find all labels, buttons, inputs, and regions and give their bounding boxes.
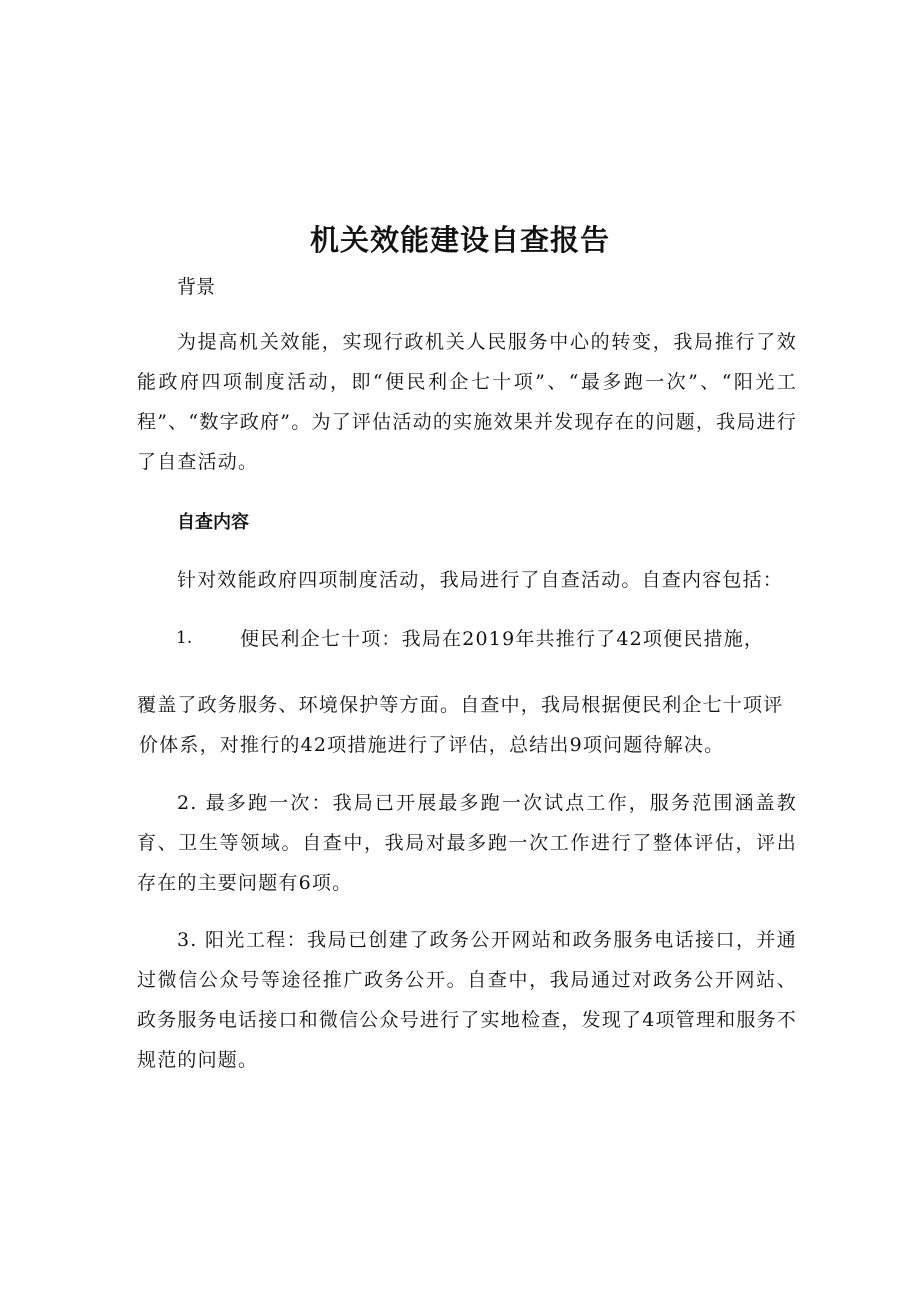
item1-first-line: 便民利企七十项：我局在2019年共推行了42项便民措施， <box>240 628 765 650</box>
item1-number: 1. <box>176 628 193 648</box>
document-title: 机关效能建设自查报告 <box>309 223 610 257</box>
item2-paragraph: 2. 最多跑一次：我局已开展最多跑一次试点工作，服务范围涵盖教育、卫生等领域。自查中，我局对最多跑一次工作进行了整体评估，评出存在的主要问题有6项。 <box>137 792 797 894</box>
item1-line-2: 覆盖了政务服务、环境保护等方面。自查中，我局根据便民利企七十项评 <box>137 694 784 716</box>
section-heading-content: 自查内容 <box>177 512 249 533</box>
item1-line-3: 价体系，对推行的42项措施进行了评估，总结出9项问题待解决。 <box>139 734 725 756</box>
item3-paragraph: 3. 阳光工程：我局已创建了政务公开网站和政务服务电话接口，并通过微信公众号等途径推广政务公开。自查中，我局通过对政务公开网站、政务服务电话接口和微信公众号进行了实地检查，发现了4项管理和服务不规范的问题。 <box>137 929 797 1071</box>
item1-continuation <box>137 685 797 765</box>
content-intro-paragraph: 针对效能政府四项制度活动，我局进行了自查活动。自查内容包括： <box>177 569 784 591</box>
section-heading-background: 背景 <box>177 276 216 298</box>
background-paragraph: 为提高机关效能，实现行政机关人民服务中心的转变，我局推行了效能政府四项制度活动，即“便民利企七十项”、“最多跑一次”、“阳光工程”、“数字政府”。为了评估活动的实施效果并发现存在的问题，我局进行了自查活动。 <box>137 331 797 473</box>
